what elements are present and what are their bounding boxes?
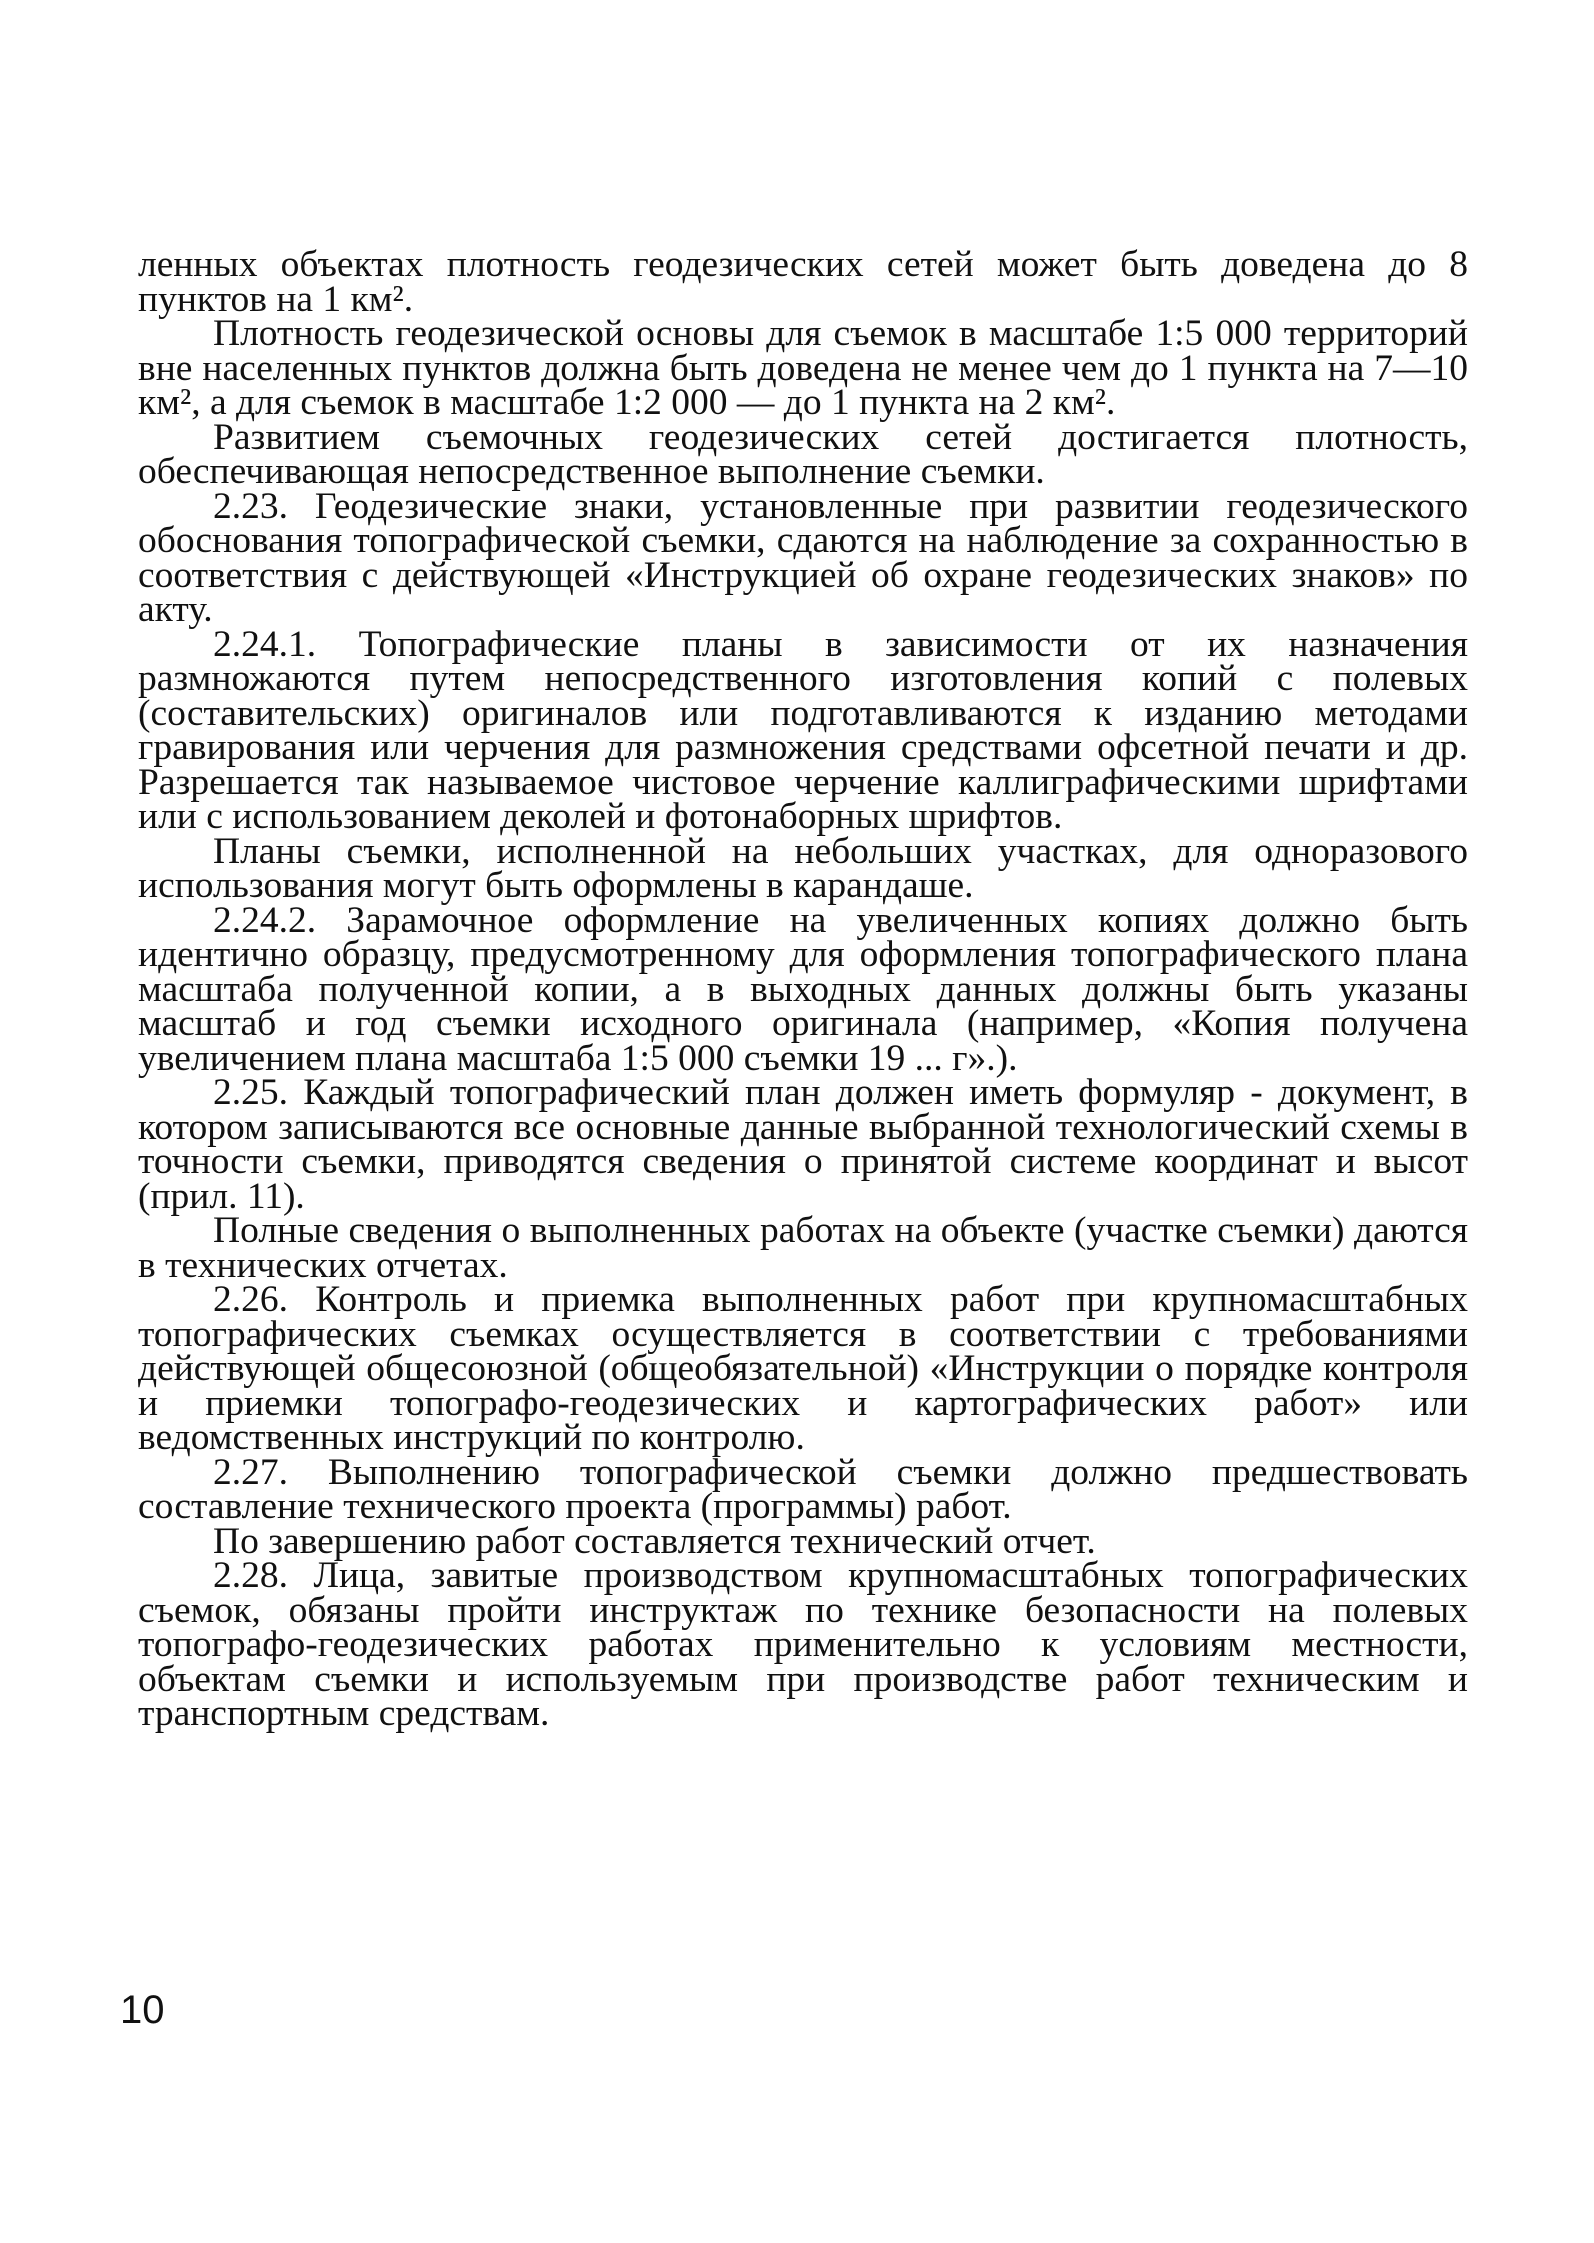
paragraph-density: Плотность геодезической основы для съемок в масштабе 1:5 000 территорий вне населенных пунктов должна быть доведена не менее чем до 1 пункта на 7—10 км², а для съемок в масштабе 1:2 000 — до 1 пункта на 2 км².	[138, 313, 1468, 423]
body-text	[138, 244, 1468, 1734]
paragraph-2-23: 2.23. Геодезические знаки, установленные при развитии геодезического обоснования топографической съемки, сдаются на наблюдение за сохранностью в соответствия с действующей «Инструкцией об охране геодезических знаков» по акту.	[138, 485, 1468, 630]
paragraph-2-24-2: 2.24.2. Зарамочное оформление на увеличенных копиях должно быть идентично образцу, предусмотренному для оформления топографического плана масштаба полученной копии, а в выходных данных должны быть указаны масштаб и год съемки исходного оригинала (например, «Копия получена увеличением плана масштаба 1:5 000 съемки 19 ... г».).	[138, 899, 1468, 1079]
paragraph-full-info: Полные сведения о выполненных работах на объекте (участке съемки) даются в технических отчетах.	[138, 1210, 1468, 1286]
paragraph-pencil-plans: Планы съемки, исполненной на небольших участках, для одноразового использования могут быть оформлены в карандаше.	[138, 830, 1468, 906]
paragraph-2-27: 2.27. Выполнению топографической съемки должно предшествовать составление технического проекта (программы) работ.	[138, 1451, 1468, 1527]
paragraph-2-25: 2.25. Каждый топографический план должен иметь формуляр - документ, в котором записываются все основные данные выбранной технологический схемы в точности съемки, приводятся сведения о принятой системе координат и высот (прил. 11).	[138, 1072, 1468, 1217]
paragraph-2-28: 2.28. Лица, завитые производством крупномасштабных топографических съемок, обязаны пройти инструктаж по технике безопасности на полевых топографо-геодезических работах применительно к условиям местности, объектам съемки и используемым при производстве работ техническим и транспортным средствам.	[138, 1555, 1468, 1734]
page-number: 10	[120, 1988, 165, 2032]
paragraph-2-26: 2.26. Контроль и приемка выполненных работ при крупномасштабных топографических съемках осуществляется в соответствии с требованиями действующей общесоюзной (общеобязательной) «Инструкции о порядке контроля и приемки топографо-геодезических и картографических работ» или ведомственных инструкций по контролю.	[138, 1279, 1468, 1458]
paragraph-2-24-1: 2.24.1. Топографические планы в зависимости от их назначения размножаются путем непосредственного изготовления копий с полевых (составительских) оригиналов или подготавливаются к изданию методами гравирования или черчения для размножения средствами офсетной печати и др. Разрешается так называемое чистовое черчение каллиграфическими шрифтами или с использованием деколей и фотонаборных шрифтов.	[138, 623, 1468, 837]
paragraph-survey-networks: Развитием съемочных геодезических сетей достигается плотность, обеспечивающая непосредственное выполнение съемки.	[138, 416, 1468, 492]
paragraph-report: По завершению работ составляется технический отчет.	[213, 1520, 1096, 1562]
paragraph-continuation: ленных объектах плотность геодезических сетей может быть доведена до 8 пунктов на 1 км².	[138, 244, 1468, 320]
